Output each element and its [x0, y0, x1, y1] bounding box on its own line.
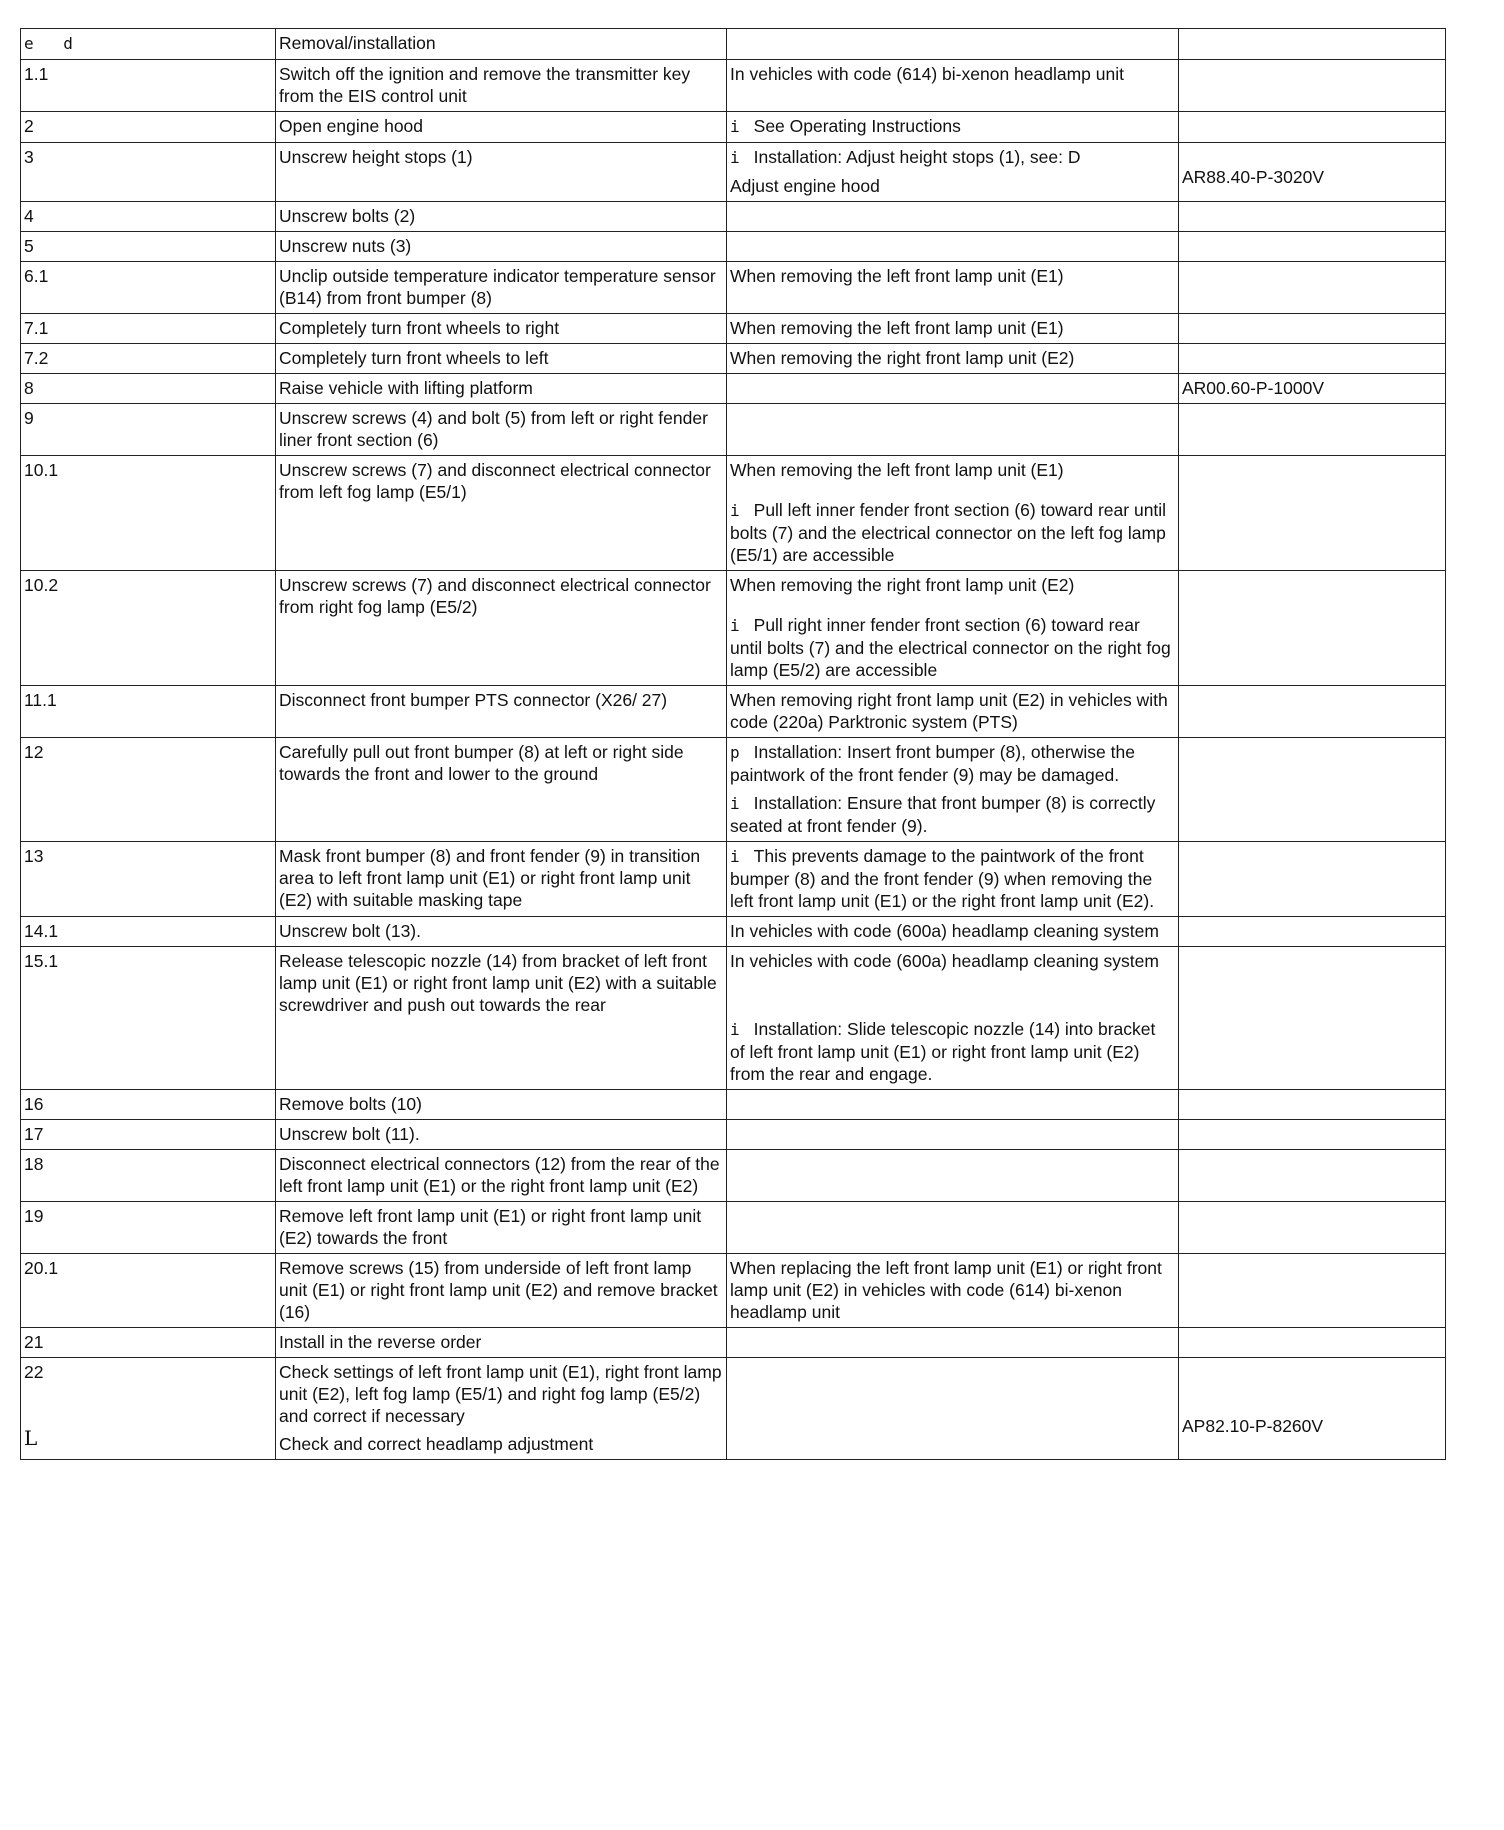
action-text: Unscrew nuts (3): [279, 236, 412, 256]
comment-cell: [727, 842, 1179, 917]
step-number: 7.1: [24, 318, 49, 338]
step-number-cell: [21, 917, 276, 947]
comment-text: When removing right front lamp unit (E2) in vehicles with code (220a) Parktronic system (PTS): [730, 690, 1168, 732]
comment-text: Installation: Slide telescopic nozzle (14) into bracket of left front lamp unit (E1) or right front lamp unit (E2) from the rear and engage.: [730, 1019, 1156, 1084]
step-number: 9: [24, 408, 34, 428]
action-text: Remove bolts (10): [279, 1094, 422, 1114]
reference-cell: [1179, 262, 1446, 314]
reference-cell: [1179, 842, 1446, 917]
comment-cell: [727, 60, 1179, 112]
step-number: 16: [24, 1094, 44, 1114]
reference-cell: [1179, 456, 1446, 571]
action-text: Remove left front lamp unit (E1) or right front lamp unit (E2) towards the front: [279, 1206, 702, 1248]
step-number: 5: [24, 236, 34, 256]
comment-paragraph: [730, 741, 1174, 786]
step-number: 13: [24, 846, 44, 866]
action-text: Unscrew screws (7) and disconnect electrical connector from left fog lamp (E5/1): [279, 460, 711, 502]
comment-cell: [727, 1120, 1179, 1150]
procedure-sheet: [20, 28, 1429, 1460]
comment-paragraph: [730, 1257, 1174, 1323]
reference-cell: [1179, 344, 1446, 374]
comment-text: When removing the right front lamp unit (E2): [730, 348, 1075, 368]
comment-cell: [727, 29, 1179, 60]
table-row: [21, 29, 1446, 60]
action-cell: [276, 60, 727, 112]
table-row: [21, 404, 1446, 456]
comment-text: In vehicles with code (614) bi-xenon headlamp unit: [730, 64, 1124, 84]
step-number-cell: [21, 1328, 276, 1358]
action-cell: [276, 842, 727, 917]
table-row: [21, 571, 1446, 686]
reference-cell: [1179, 232, 1446, 262]
table-row: [21, 374, 1446, 404]
comment-cell: [727, 738, 1179, 842]
action-cell: [276, 344, 727, 374]
action-text: Unscrew bolt (13).: [279, 921, 421, 941]
reference-cell: [1179, 1120, 1446, 1150]
table-row: [21, 1358, 1446, 1460]
table-row: [21, 143, 1446, 202]
action-cell: [276, 686, 727, 738]
table-row: [21, 262, 1446, 314]
comment-cell: [727, 143, 1179, 202]
comment-cell: [727, 1254, 1179, 1328]
comment-paragraph: [730, 347, 1174, 369]
table-row: [21, 112, 1446, 143]
action-cell: [276, 404, 727, 456]
comment-text: When removing the left front lamp unit (E1): [730, 266, 1064, 286]
comment-paragraph: [730, 689, 1174, 733]
reference-cell: [1179, 1328, 1446, 1358]
table-row: [21, 232, 1446, 262]
reference-cell: [1179, 1090, 1446, 1120]
reference-cell: [1179, 143, 1446, 202]
info-icon: i: [730, 616, 740, 635]
step-number-cell: [21, 1150, 276, 1202]
reference-link: AR00.60-P-1000V: [1182, 378, 1325, 398]
action-cell: [276, 571, 727, 686]
comment-cell: [727, 1150, 1179, 1202]
comment-paragraph: [730, 499, 1174, 566]
table-row: [21, 947, 1446, 1090]
step-number: 20.1: [24, 1258, 59, 1278]
action-text: Disconnect front bumper PTS connector (X26/ 27): [279, 690, 668, 710]
action-cell: [276, 738, 727, 842]
comment-text: Installation: Insert front bumper (8), otherwise the paintwork of the front fender (9) may be damaged.: [730, 742, 1135, 785]
step-number: 19: [24, 1206, 44, 1226]
comment-cell: [727, 1202, 1179, 1254]
table-row: [21, 917, 1446, 947]
action-text: Remove screws (15) from underside of left front lamp unit (E1) or right front lamp unit (E2) and remove bracket (16): [279, 1258, 718, 1322]
action-cell: [276, 29, 727, 60]
comment-text: In vehicles with code (600a) headlamp cleaning system: [730, 951, 1159, 971]
reference-cell: [1179, 374, 1446, 404]
action-text: Open engine hood: [279, 116, 424, 136]
step-number-cell: [21, 1120, 276, 1150]
table-row: [21, 1120, 1446, 1150]
procedure-table-body: [21, 29, 1446, 1460]
comment-cell: [727, 202, 1179, 232]
step-marker: L: [24, 1426, 38, 1450]
step-number-cell: [21, 404, 276, 456]
action-cell: [276, 112, 727, 143]
action-cell: [276, 314, 727, 344]
comment-text: See Operating Instructions: [753, 116, 961, 136]
action-cell: [276, 1090, 727, 1120]
step-number-cell: [21, 842, 276, 917]
comment-text: When replacing the left front lamp unit (E1) or right front lamp unit (E2) in vehicles with code (614) bi-xenon headlamp unit: [730, 1258, 1162, 1322]
action-cell: [276, 232, 727, 262]
reference-cell: [1179, 686, 1446, 738]
action-cell: [276, 262, 727, 314]
action-text: Install in the reverse order: [279, 1332, 482, 1352]
step-number: 12: [24, 742, 44, 762]
action-text: Removal/installation: [279, 33, 436, 53]
reference-cell: [1179, 1358, 1446, 1460]
action-text: Completely turn front wheels to left: [279, 348, 549, 368]
comment-paragraph: [730, 115, 1174, 138]
step-number: 15.1: [24, 951, 59, 971]
comment-paragraph: [730, 950, 1174, 972]
action-cell: [276, 917, 727, 947]
step-number: 7.2: [24, 348, 49, 368]
step-number: 21: [24, 1332, 44, 1352]
action-text: Unscrew screws (4) and bolt (5) from left or right fender liner front section (6): [279, 408, 708, 450]
step-number-cell: [21, 60, 276, 112]
comment-cell: [727, 112, 1179, 143]
reference-cell: [1179, 60, 1446, 112]
comment-paragraph: [730, 459, 1174, 481]
step-number-cell: [21, 143, 276, 202]
table-row: [21, 456, 1446, 571]
comment-paragraph: [730, 175, 1174, 197]
step-number-cell: [21, 571, 276, 686]
action-cell: [276, 1254, 727, 1328]
reference-cell: [1179, 29, 1446, 60]
reference-cell: [1179, 112, 1446, 143]
reference-link: AP82.10-P-8260V: [1182, 1416, 1324, 1436]
action-cell: [276, 1328, 727, 1358]
comment-cell: [727, 232, 1179, 262]
action-text: Unclip outside temperature indicator temperature sensor (B14) from front bumper (8): [279, 266, 716, 308]
step-number: 8: [24, 378, 34, 398]
step-number: e d: [24, 34, 83, 53]
info-icon: i: [730, 794, 740, 813]
step-number-cell: [21, 1254, 276, 1328]
reference-cell: [1179, 1150, 1446, 1202]
step-number: 11.1: [24, 690, 57, 710]
comment-text: In vehicles with code (600a) headlamp cleaning system: [730, 921, 1159, 941]
comment-cell: [727, 917, 1179, 947]
step-number: 2: [24, 116, 34, 136]
step-number-cell: [21, 686, 276, 738]
action-cell: [276, 374, 727, 404]
table-row: [21, 842, 1446, 917]
comment-paragraph: [730, 317, 1174, 339]
action-text: Unscrew bolt (11).: [279, 1124, 420, 1144]
step-number-cell: [21, 29, 276, 60]
comment-paragraph: [730, 63, 1174, 85]
action-cell: [276, 1150, 727, 1202]
comment-cell: [727, 947, 1179, 1090]
step-number: 18: [24, 1154, 44, 1174]
reference-cell: [1179, 314, 1446, 344]
action-text: Mask front bumper (8) and front fender (9) in transition area to left front lamp unit (E1) or right front lamp unit (E2) with suitable masking tape: [279, 846, 701, 910]
comment-cell: [727, 1090, 1179, 1120]
comment-paragraph: [730, 920, 1174, 942]
comment-text: When removing the right front lamp unit (E2): [730, 575, 1075, 595]
comment-paragraph: [730, 265, 1174, 287]
action-text: Disconnect electrical connectors (12) from the rear of the left front lamp unit (E1) or the right front lamp unit (E2): [279, 1154, 720, 1196]
comment-cell: [727, 456, 1179, 571]
action-text: Check settings of left front lamp unit (E1), right front lamp unit (E2), left fog lamp (E5/1) and right fog lamp (E5/2) and correct if necessary: [279, 1362, 722, 1426]
info-icon: i: [730, 1020, 740, 1039]
comment-paragraph: [730, 146, 1174, 169]
table-row: [21, 60, 1446, 112]
action-cell: [276, 1358, 727, 1460]
procedure-table: [20, 28, 1446, 1460]
table-row: [21, 344, 1446, 374]
action-text: Check and correct headlamp adjustment: [279, 1434, 594, 1454]
comment-cell: [727, 571, 1179, 686]
step-number-cell: [21, 738, 276, 842]
action-text: Raise vehicle with lifting platform: [279, 378, 533, 398]
comment-paragraph: [730, 1018, 1174, 1085]
comment-cell: [727, 374, 1179, 404]
comment-text: Installation: Adjust height stops (1), see: D: [753, 147, 1081, 167]
table-row: [21, 738, 1446, 842]
table-row: [21, 202, 1446, 232]
table-row: [21, 1254, 1446, 1328]
reference-cell: [1179, 738, 1446, 842]
reference-cell: [1179, 1202, 1446, 1254]
reference-cell: [1179, 571, 1446, 686]
action-cell: [276, 202, 727, 232]
table-row: [21, 686, 1446, 738]
step-number-cell: [21, 112, 276, 143]
comment-cell: [727, 1358, 1179, 1460]
action-text: Carefully pull out front bumper (8) at left or right side towards the front and lower to the ground: [279, 742, 684, 784]
comment-text: Installation: Ensure that front bumper (8) is correctly seated at front fender (9).: [730, 793, 1156, 836]
step-number-cell: [21, 262, 276, 314]
step-number-cell: [21, 374, 276, 404]
table-row: [21, 1202, 1446, 1254]
reference-cell: [1179, 917, 1446, 947]
comment-cell: [727, 314, 1179, 344]
action-cell: [276, 947, 727, 1090]
comment-paragraph: [730, 845, 1174, 912]
reference-cell: [1179, 947, 1446, 1090]
comment-cell: [727, 1328, 1179, 1358]
comment-text: Adjust engine hood: [730, 176, 880, 196]
step-number: 1.1: [24, 64, 49, 84]
info-icon: i: [730, 847, 740, 866]
step-number-cell: [21, 1202, 276, 1254]
comment-text: Pull right inner fender front section (6) toward rear until bolts (7) and the electrical connector on the right fog lamp (E5/2) are accessible: [730, 615, 1171, 680]
comment-paragraph: [730, 574, 1174, 596]
action-text: Release telescopic nozzle (14) from bracket of left front lamp unit (E1) or right front lamp unit (E2) with a suitable screwdriver and push out towards the rear: [279, 951, 717, 1015]
step-number-cell: [21, 232, 276, 262]
comment-paragraph: [730, 614, 1174, 681]
info-icon: i: [730, 501, 740, 520]
table-row: [21, 314, 1446, 344]
reference-link: AR88.40-P-3020V: [1182, 167, 1325, 187]
comment-text: When removing the left front lamp unit (E1): [730, 460, 1064, 480]
step-number-cell: [21, 456, 276, 571]
comment-text: Pull left inner fender front section (6) toward rear until bolts (7) and the electrical connector on the left fog lamp (E5/1) are accessible: [730, 500, 1167, 565]
comment-cell: [727, 404, 1179, 456]
reference-cell: [1179, 404, 1446, 456]
table-row: [21, 1328, 1446, 1358]
reference-cell: [1179, 202, 1446, 232]
step-number-cell: [21, 314, 276, 344]
step-number: 10.1: [24, 460, 59, 480]
action-cell: [276, 1202, 727, 1254]
action-cell: [276, 456, 727, 571]
caution-icon: p: [730, 743, 740, 762]
action-cell: [276, 143, 727, 202]
step-number-cell: [21, 1090, 276, 1120]
step-number-cell: [21, 344, 276, 374]
action-text: Unscrew screws (7) and disconnect electrical connector from right fog lamp (E5/2): [279, 575, 711, 617]
step-number: 14.1: [24, 921, 59, 941]
action-text: Completely turn front wheels to right: [279, 318, 560, 338]
comment-paragraph: [730, 792, 1174, 837]
comment-text: This prevents damage to the paintwork of the front bumper (8) and the front fender (9) when removing the left front lamp unit (E1) or the right front lamp unit (E2).: [730, 846, 1155, 911]
step-number: 17: [24, 1124, 44, 1144]
comment-cell: [727, 686, 1179, 738]
action-text: Unscrew height stops (1): [279, 147, 473, 167]
info-icon: i: [730, 148, 740, 167]
step-number-cell: [21, 1358, 276, 1460]
comment-text: When removing the left front lamp unit (E1): [730, 318, 1064, 338]
table-row: [21, 1090, 1446, 1120]
step-number-cell: [21, 947, 276, 1090]
step-number: 6.1: [24, 266, 49, 286]
action-cell: [276, 1120, 727, 1150]
action-text: Switch off the ignition and remove the transmitter key from the EIS control unit: [279, 64, 691, 106]
step-number: 22: [24, 1362, 44, 1382]
step-number-cell: [21, 202, 276, 232]
step-number: 4: [24, 206, 34, 226]
info-icon: i: [730, 117, 740, 136]
table-row: [21, 1150, 1446, 1202]
step-number: 3: [24, 147, 34, 167]
step-number: 10.2: [24, 575, 59, 595]
reference-cell: [1179, 1254, 1446, 1328]
action-text: Unscrew bolts (2): [279, 206, 416, 226]
comment-cell: [727, 262, 1179, 314]
comment-cell: [727, 344, 1179, 374]
